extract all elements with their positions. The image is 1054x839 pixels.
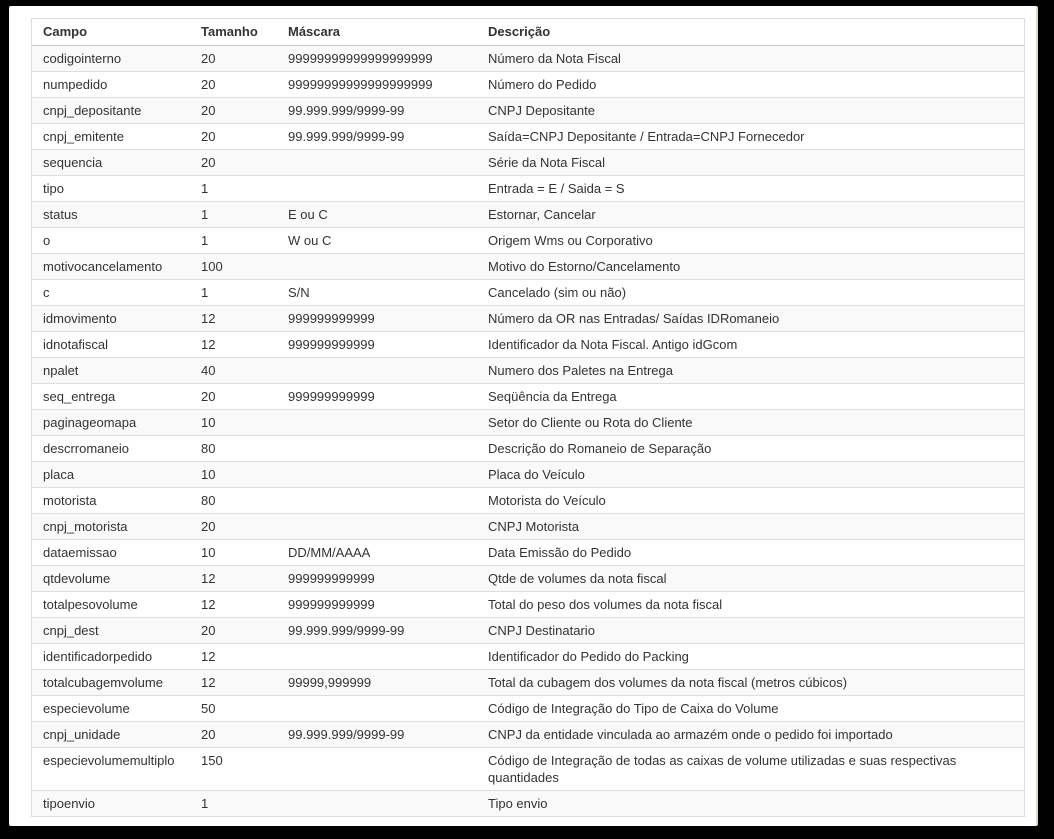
cell-descricao: Total da cubagem dos volumes da nota fiscal (metros cúbicos): [488, 675, 848, 690]
cell-tamanho: 80: [201, 493, 216, 508]
cell-tamanho: 20: [201, 51, 216, 66]
table-row: [32, 540, 1024, 566]
table-row: [32, 228, 1024, 254]
cell-descricao: Número da Nota Fiscal: [488, 51, 621, 66]
cell-tamanho: 150: [201, 753, 223, 768]
table-row: [32, 791, 1024, 817]
table-row: [32, 670, 1024, 696]
cell-campo: descrromaneio: [43, 441, 129, 456]
cell-mascara: [277, 488, 477, 513]
table-row: [32, 436, 1024, 462]
cell-campo: dataemissao: [43, 545, 117, 560]
cell-mascara: S/N: [288, 285, 310, 300]
cell-descricao: Seqüência da Entrega: [488, 389, 617, 404]
cell-tamanho: 10: [201, 467, 216, 482]
cell-campo: cnpj_dest: [43, 623, 99, 638]
cell-descricao: Setor do Cliente ou Rota do Cliente: [488, 415, 693, 430]
cell-descricao: Identificador do Pedido do Packing: [488, 649, 689, 664]
cell-tamanho: 20: [201, 77, 216, 92]
cell-campo: motorista: [43, 493, 97, 508]
cell-mascara: [277, 358, 477, 383]
table-row: [32, 254, 1024, 280]
cell-tamanho: 40: [201, 363, 216, 378]
table-row: [32, 514, 1024, 540]
cell-campo: numpedido: [43, 77, 108, 92]
cell-mascara: [277, 254, 477, 279]
cell-campo: totalpesovolume: [43, 597, 138, 612]
table-row: [32, 306, 1024, 332]
column-header-descricao: Descrição: [488, 24, 551, 39]
cell-descricao: Numero dos Paletes na Entrega: [488, 363, 673, 378]
cell-campo: placa: [43, 467, 75, 482]
cell-campo: especievolumemultiplo: [43, 753, 175, 768]
cell-descricao: Qtde de volumes da nota fiscal: [488, 571, 667, 586]
cell-mascara: E ou C: [288, 207, 328, 222]
cell-campo: idmovimento: [43, 311, 117, 326]
cell-mascara: [277, 514, 477, 539]
cell-campo: tipoenvio: [43, 796, 96, 811]
cell-mascara: 99999999999999999999: [288, 77, 433, 92]
cell-descricao: Série da Nota Fiscal: [488, 155, 606, 170]
table-row: [32, 566, 1024, 592]
cell-mascara: 99.999.999/9999-99: [288, 129, 405, 144]
cell-tamanho: 10: [201, 415, 216, 430]
cell-campo: seq_entrega: [43, 389, 116, 404]
cell-tamanho: 1: [201, 181, 209, 196]
document-page: [9, 6, 1038, 826]
cell-campo: totalcubagemvolume: [43, 675, 163, 690]
table-row: [32, 98, 1024, 124]
cell-descricao: CNPJ Motorista: [488, 519, 580, 534]
table-row: [32, 618, 1024, 644]
cell-mascara: [277, 644, 477, 669]
table-row: [32, 72, 1024, 98]
cell-tamanho: 20: [201, 623, 216, 638]
fields-spec-table: [31, 18, 1025, 817]
table-row: [32, 410, 1024, 436]
cell-descricao: CNPJ Destinatario: [488, 623, 595, 638]
cell-tamanho: 1: [201, 285, 209, 300]
table-row: [32, 696, 1024, 722]
column-header-tamanho: Tamanho: [201, 24, 258, 39]
cell-tamanho: 20: [201, 519, 216, 534]
table-row: [32, 150, 1024, 176]
cell-campo: identificadorpedido: [43, 649, 153, 664]
cell-tamanho: 20: [201, 129, 216, 144]
cell-campo: cnpj_unidade: [43, 727, 121, 742]
cell-descricao: Data Emissão do Pedido: [488, 545, 632, 560]
cell-mascara: W ou C: [288, 233, 332, 248]
cell-campo: motivocancelamento: [43, 259, 163, 274]
table-row: [32, 644, 1024, 670]
cell-mascara: [277, 748, 477, 790]
cell-tamanho: 1: [201, 207, 209, 222]
cell-descricao: Número do Pedido: [488, 77, 597, 92]
cell-tamanho: 10: [201, 545, 216, 560]
table-header: [32, 19, 1024, 46]
cell-tamanho: 12: [201, 597, 216, 612]
table-row: [32, 332, 1024, 358]
cell-campo: cnpj_depositante: [43, 103, 142, 118]
cell-mascara: 999999999999: [288, 337, 375, 352]
cell-campo: c: [43, 285, 50, 300]
cell-campo: paginageomapa: [43, 415, 137, 430]
cell-descricao: Número da OR nas Entradas/ Saídas IDRomaneio: [488, 311, 780, 326]
table-row: [32, 202, 1024, 228]
cell-descricao: Descrição do Romaneio de Separação: [488, 441, 712, 456]
cell-tamanho: 100: [201, 259, 223, 274]
table-row: [32, 124, 1024, 150]
table-row: [32, 384, 1024, 410]
cell-descricao: Motivo do Estorno/Cancelamento: [488, 259, 681, 274]
table-row: [32, 46, 1024, 72]
cell-descricao: Total do peso dos volumes da nota fiscal: [488, 597, 723, 612]
cell-descricao: Motorista do Veículo: [488, 493, 606, 508]
cell-campo: idnotafiscal: [43, 337, 109, 352]
cell-descricao: Tipo envio: [488, 796, 548, 811]
cell-mascara: 99.999.999/9999-99: [288, 727, 405, 742]
cell-mascara: 99.999.999/9999-99: [288, 623, 405, 638]
column-header-campo: Campo: [43, 24, 88, 39]
cell-mascara: [277, 791, 477, 816]
cell-mascara: 99.999.999/9999-99: [288, 103, 405, 118]
cell-tamanho: 50: [201, 701, 216, 716]
cell-tamanho: 20: [201, 727, 216, 742]
cell-descricao: Código de Integração de todas as caixas de volume utilizadas e suas respectivas quantidades: [488, 753, 957, 785]
cell-descricao: Saída=CNPJ Depositante / Entrada=CNPJ Fornecedor: [488, 129, 805, 144]
table-row: [32, 592, 1024, 618]
cell-descricao: Cancelado (sim ou não): [488, 285, 627, 300]
cell-campo: qtdevolume: [43, 571, 111, 586]
cell-mascara: 999999999999: [288, 311, 375, 326]
cell-campo: sequencia: [43, 155, 103, 170]
cell-mascara: DD/MM/AAAA: [288, 545, 371, 560]
cell-mascara: 999999999999: [288, 571, 375, 586]
cell-campo: codigointerno: [43, 51, 122, 66]
cell-mascara: [277, 436, 477, 461]
table-row: [32, 280, 1024, 306]
cell-campo: o: [43, 233, 51, 248]
table-row: [32, 462, 1024, 488]
cell-tamanho: 1: [201, 796, 209, 811]
cell-tamanho: 12: [201, 649, 216, 664]
cell-mascara: [277, 176, 477, 201]
cell-campo: cnpj_emitente: [43, 129, 124, 144]
cell-tamanho: 12: [201, 337, 216, 352]
cell-campo: cnpj_motorista: [43, 519, 128, 534]
cell-mascara: [277, 150, 477, 175]
cell-tamanho: 12: [201, 571, 216, 586]
cell-tamanho: 12: [201, 311, 216, 326]
cell-campo: status: [43, 207, 78, 222]
cell-campo: tipo: [43, 181, 64, 196]
table-row: [32, 722, 1024, 748]
cell-descricao: Estornar, Cancelar: [488, 207, 596, 222]
cell-descricao: Placa do Veículo: [488, 467, 585, 482]
cell-mascara: 999999999999: [288, 389, 375, 404]
cell-mascara: [277, 696, 477, 721]
cell-mascara: 999999999999: [288, 597, 375, 612]
cell-descricao: CNPJ da entidade vinculada ao armazém onde o pedido foi importado: [488, 727, 893, 742]
table-body: [32, 46, 1024, 817]
cell-mascara: [277, 410, 477, 435]
cell-descricao: Código de Integração do Tipo de Caixa do Volume: [488, 701, 779, 716]
table-row: [32, 748, 1024, 791]
cell-mascara: [277, 462, 477, 487]
table-row: [32, 488, 1024, 514]
cell-descricao: Identificador da Nota Fiscal. Antigo idGcom: [488, 337, 738, 352]
cell-tamanho: 1: [201, 233, 209, 248]
table-header-row: [32, 19, 1024, 46]
cell-descricao: Origem Wms ou Corporativo: [488, 233, 653, 248]
table-row: [32, 358, 1024, 384]
cell-tamanho: 20: [201, 155, 216, 170]
cell-tamanho: 80: [201, 441, 216, 456]
cell-mascara: 99999,999999: [288, 675, 372, 690]
cell-descricao: Entrada = E / Saida = S: [488, 181, 625, 196]
cell-campo: especievolume: [43, 701, 130, 716]
cell-tamanho: 12: [201, 675, 216, 690]
cell-campo: npalet: [43, 363, 79, 378]
table-row: [32, 176, 1024, 202]
column-header-mascara: Máscara: [288, 24, 341, 39]
cell-tamanho: 20: [201, 389, 216, 404]
cell-descricao: CNPJ Depositante: [488, 103, 595, 118]
cell-tamanho: 20: [201, 103, 216, 118]
cell-mascara: 99999999999999999999: [288, 51, 433, 66]
